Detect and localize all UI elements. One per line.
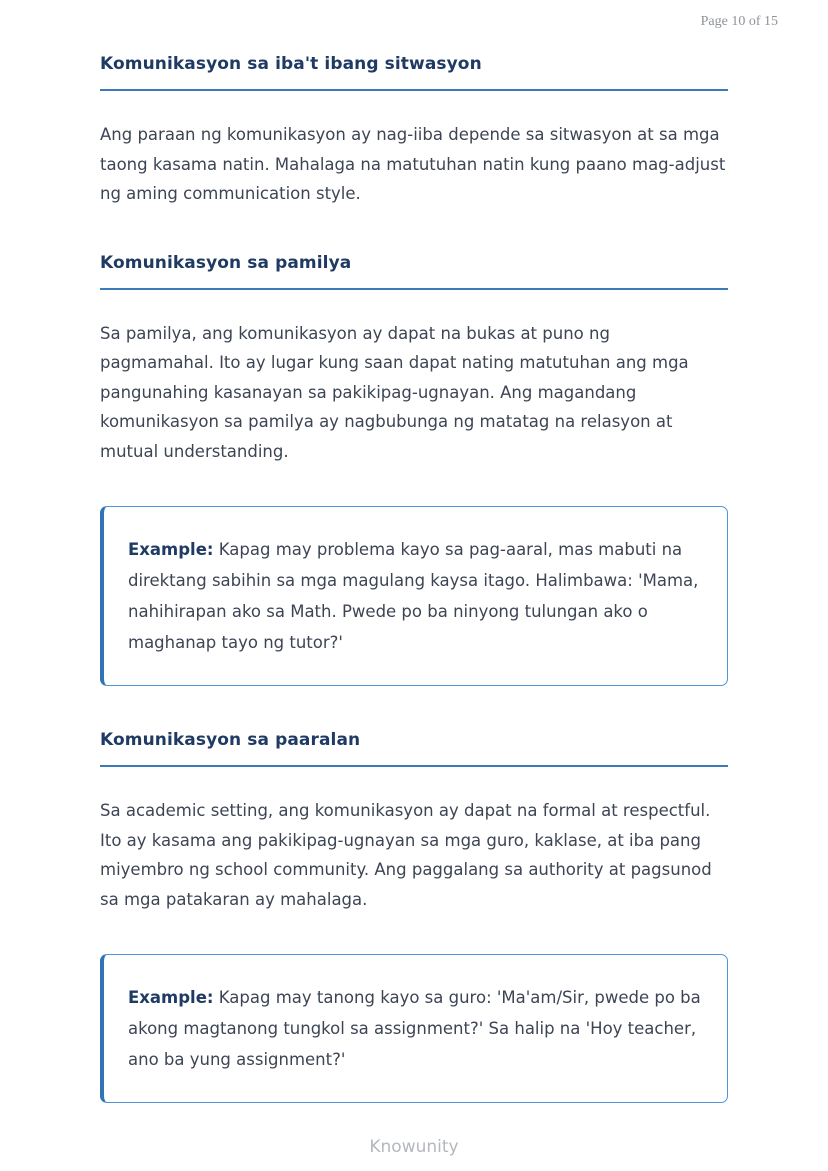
- example-box: [100, 954, 728, 1103]
- page-number: Page 10 of 15: [700, 14, 778, 29]
- footer-brand: Knowunity: [369, 1137, 459, 1157]
- document-content: [100, 54, 728, 1147]
- section-paragraph: Sa academic setting, ang komunikasyon ay dapat na formal at respectful. Ito ay kasama ang pakikipag-ugnayan sa mga guro, kaklase, at iba pang miyembro ng school community. Ang paggalang sa authority at pagsunod sa mga patakaran ay mahalaga.: [100, 801, 712, 909]
- section-heading: Komunikasyon sa iba't ibang sitwasyon: [100, 54, 728, 91]
- example-label: Example:: [128, 540, 214, 559]
- example-text: Kapag may problema kayo sa pag-aaral, mas mabuti na direktang sabihin sa mga magulang kaysa itago. Halimbawa: 'Mama, nahihirapan ako sa Math. Pwede po ba ninyong tulungan ako o maghanap tayo ng tutor?': [128, 540, 699, 652]
- section-ibat-ibang-sitwasyon: [100, 54, 728, 209]
- section-paragraph: Sa pamilya, ang komunikasyon ay dapat na bukas at puno ng pagmamahal. Ito ay lugar kung saan dapat nating matutuhan ang mga pangunahing kasanayan sa pakikipag-ugnayan. Ang magandang komunikasyon sa pamilya ay nagbubunga ng matatag na relasyon at mutual understanding.: [100, 323, 689, 461]
- section-pamilya: [100, 253, 728, 687]
- example-box: [100, 506, 728, 686]
- section-paragraph: Ang paraan ng komunikasyon ay nag-iiba depende sa sitwasyon at sa mga taong kasama natin. Mahalaga na matutuhan natin kung paano mag-adjust ng aming communication style.: [100, 125, 726, 203]
- example-text: Kapag may tanong kayo sa guro: 'Ma'am/Sir, pwede po ba akong magtanong tungkol sa assignment?' Sa halip na 'Hoy teacher, ano ba yung assignment?': [128, 988, 701, 1069]
- section-heading: Komunikasyon sa pamilya: [100, 253, 728, 290]
- section-paaralan: [100, 730, 728, 1103]
- example-label: Example:: [128, 988, 214, 1007]
- section-heading: Komunikasyon sa paaralan: [100, 730, 728, 767]
